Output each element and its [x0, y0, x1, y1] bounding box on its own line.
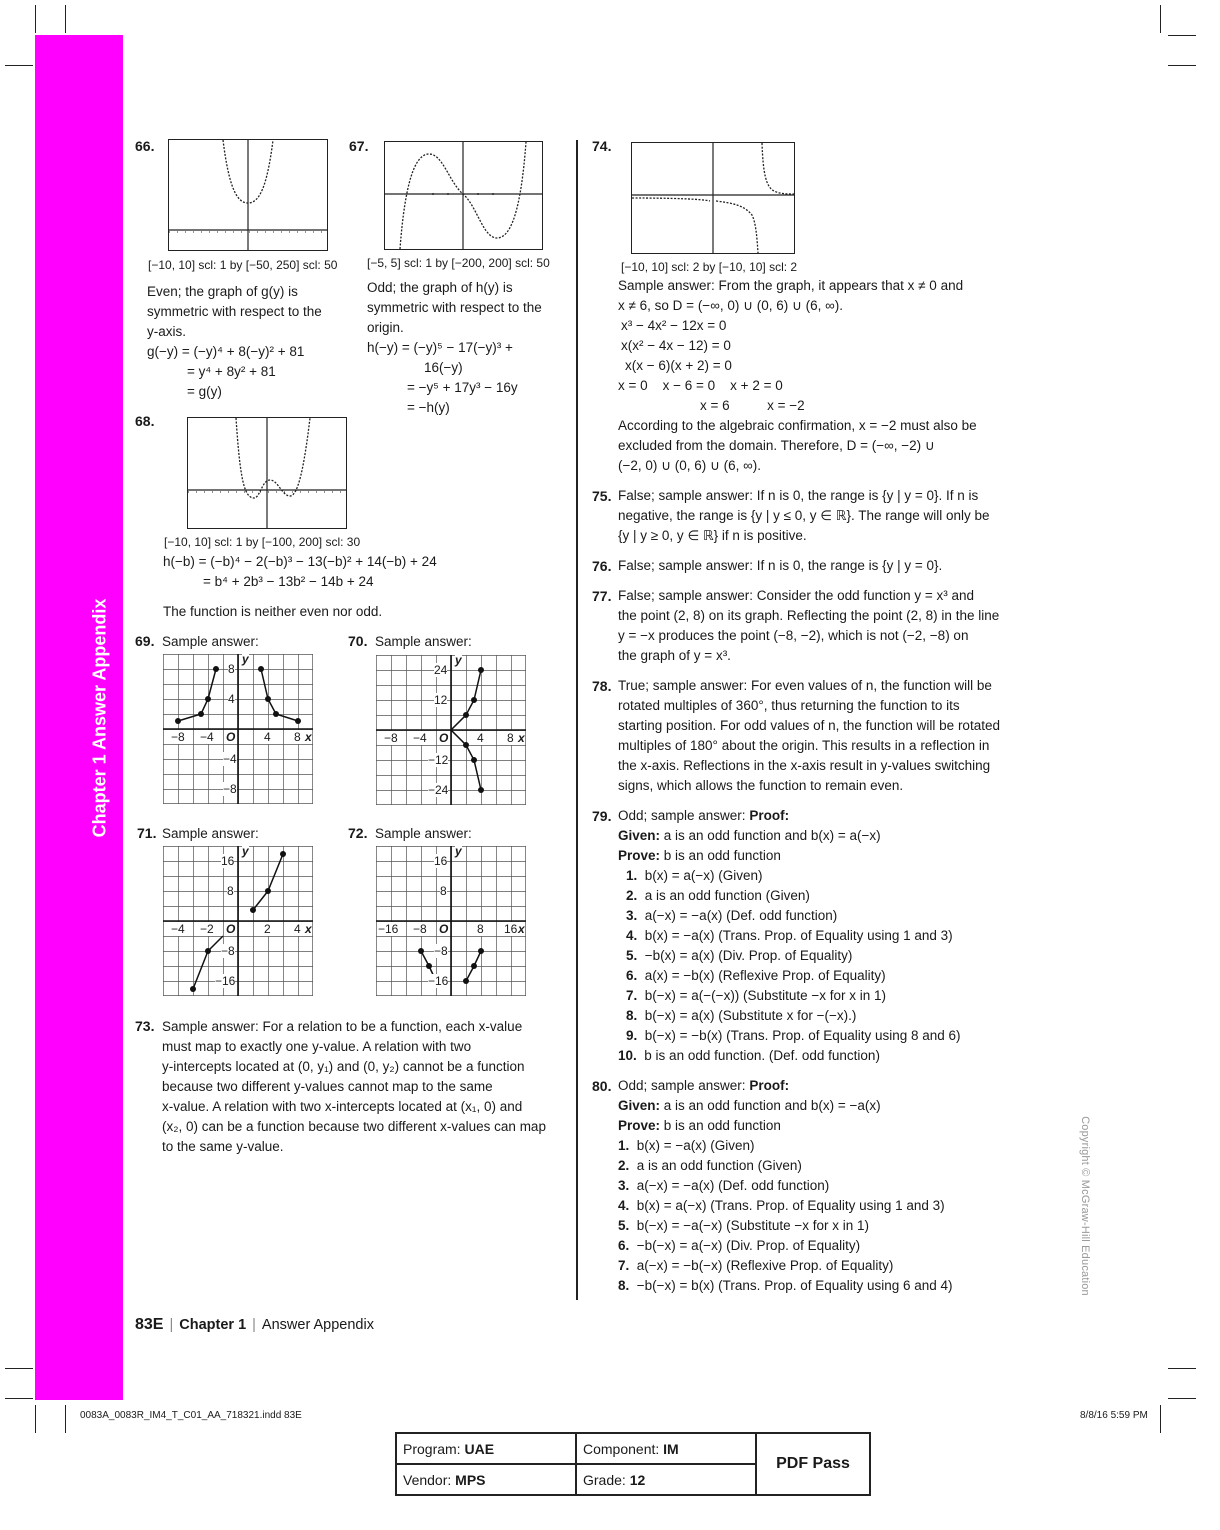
exercise-73-number: 73. — [135, 1018, 155, 1034]
prove-label: Prove: — [618, 848, 661, 863]
answer-line: {y | y ≥ 0, y ∈ ℝ} if n is positive. — [618, 528, 807, 543]
exercise-79-number: 79. — [592, 808, 612, 824]
exercise-78-number: 78. — [592, 678, 612, 694]
proof-step: 4. b(x) = a(−x) (Trans. Prop. of Equality using 1 and 3) — [618, 1198, 945, 1213]
answer-line: = −y⁵ + 17y³ − 16y — [407, 380, 518, 395]
proof-step: 2. a is an odd function (Given) — [618, 1158, 802, 1173]
copyright-notice: Copyright © McGraw-Hill Education — [1079, 1116, 1091, 1296]
y-axis-label: y — [242, 844, 249, 858]
proof-heading — [618, 1076, 953, 1096]
proof-intro: Odd; sample answer: — [618, 808, 746, 823]
prove-text: b is an odd function — [663, 1118, 781, 1133]
exercise-77-answer — [618, 586, 999, 666]
proof-step: 6. −b(−x) = a(−x) (Div. Prop. of Equality) — [618, 1238, 861, 1253]
x-tick-label: −2 — [200, 922, 214, 936]
x-tick-label: 4 — [264, 730, 271, 744]
answer-line: h(−b) = (−b)⁴ − 2(−b)³ − 13(−b)² + 14(−b) + 24 — [163, 554, 437, 569]
proof-step: 7. a(−x) = −b(−x) (Reflexive Prop. of Equality) — [618, 1258, 894, 1273]
answer-line: must map to exactly one y-value. A relation with two — [162, 1039, 472, 1054]
y-tick-label: −8 — [434, 944, 448, 958]
exercise-66-number: 66. — [135, 138, 155, 154]
exercise-80-number: 80. — [592, 1078, 612, 1094]
crop-mark — [1160, 1405, 1161, 1433]
file-slug: 0083A_0083R_IM4_T_C01_AA_718321.indd 83E — [80, 1410, 302, 1421]
origin-label: O — [226, 730, 236, 744]
exercise-74-calculator-graph — [631, 142, 795, 254]
x-tick-label: −4 — [171, 922, 185, 936]
exercise-75-answer — [618, 486, 990, 546]
exercise-68-answer — [163, 552, 437, 592]
y-tick-label: 16 — [434, 854, 448, 868]
exercise-66-window: [−10, 10] scl: 1 by [−50, 250] scl: 50 — [148, 258, 338, 272]
y-tick-label: −8 — [221, 944, 235, 958]
crop-mark — [1168, 1398, 1196, 1399]
answer-line: rotated multiples of 360°, thus returning the function to its — [618, 698, 960, 713]
y-tick-label: −4 — [223, 752, 237, 766]
answer-line: symmetric with respect to the — [147, 304, 322, 319]
crop-mark — [1160, 5, 1161, 33]
proof-step: 3. a(−x) = −a(x) (Def. odd function) — [618, 1178, 830, 1193]
exercise-78-answer — [618, 676, 1000, 796]
exercise-76-answer — [618, 556, 942, 576]
proof-step: 7. b(−x) = a(−(−x)) (Substitute −x for x in 1) — [626, 988, 886, 1003]
crop-mark — [5, 65, 33, 66]
exercise-80-answer — [618, 1076, 953, 1296]
origin-label: O — [439, 731, 449, 745]
origin-label: O — [439, 922, 449, 936]
x-tick-label: −8 — [413, 922, 427, 936]
proof-step: 10. b is an odd function. (Def. odd function) — [618, 1048, 880, 1063]
prove-label: Prove: — [618, 1118, 661, 1133]
answer-line: h(−y) = (−y)⁵ − 17(−y)³ + — [367, 340, 513, 355]
proof-step: 9. b(−x) = −b(x) (Trans. Prop. of Equality using 8 and 6) — [626, 1028, 961, 1043]
answer-line: origin. — [367, 320, 404, 335]
exercise-68-number: 68. — [135, 413, 155, 429]
y-axis-label: y — [242, 652, 249, 666]
answer-line: Sample answer: From the graph, it appears that x ≠ 0 and — [618, 278, 964, 293]
exercise-69-number: 69. — [135, 633, 155, 649]
exercise-67-answer — [367, 278, 542, 418]
proof-intro: Odd; sample answer: — [618, 1078, 746, 1093]
y-tick-label: −16 — [215, 974, 236, 988]
given-label: Given: — [618, 828, 661, 843]
answer-line: False; sample answer: If n is 0, the range is {y | y = 0}. If n is — [618, 488, 979, 503]
given-label: Given: — [618, 1098, 661, 1113]
exercise-67-number: 67. — [349, 138, 369, 154]
crop-mark — [5, 1368, 33, 1369]
x-axis-label: x — [518, 922, 525, 936]
proof-step: 3. a(−x) = −a(x) (Def. odd function) — [626, 908, 838, 923]
answer-line: negative, the range is {y | y ≤ 0, y ∈ ℝ}. The range will only be — [618, 508, 990, 523]
prove-line — [618, 1116, 953, 1136]
proof-step: 8. −b(−x) = b(x) (Trans. Prop. of Equality using 6 and 4) — [618, 1278, 953, 1293]
exercise-67-window: [−5, 5] scl: 1 by [−200, 200] scl: 50 — [367, 256, 550, 270]
exercise-79-answer — [618, 806, 961, 1066]
prove-line — [618, 846, 961, 866]
answer-line: y-intercepts located at (0, y₁) and (0, y₂) cannot be a function — [162, 1059, 525, 1074]
x-tick-label: 8 — [477, 922, 484, 936]
answer-line: y = −x produces the point (−8, −2), which is not (−2, −8) on — [618, 628, 969, 643]
exercise-68-window: [−10, 10] scl: 1 by [−100, 200] scl: 30 — [164, 535, 361, 549]
given-text: a is an odd function and b(x) = a(−x) — [663, 828, 881, 843]
proof-step: 5. b(−x) = −a(−x) (Substitute −x for x in 1) — [618, 1218, 870, 1233]
exercise-74-answer — [618, 276, 977, 476]
y-axis-label: y — [455, 653, 462, 667]
sidebar-label: Chapter 1 Answer Appendix — [89, 598, 110, 838]
answer-line: Even; the graph of g(y) is — [147, 284, 298, 299]
crop-mark — [5, 1398, 33, 1399]
x-axis-label: x — [518, 731, 525, 745]
x-tick-label: −4 — [413, 731, 427, 745]
x-tick-label: −8 — [171, 730, 185, 744]
grade-cell: Grade: 12 — [576, 1464, 756, 1495]
exercise-75-number: 75. — [592, 488, 612, 504]
y-tick-label: 24 — [434, 663, 448, 677]
exercise-69-label: Sample answer: — [162, 634, 259, 649]
exercise-71-number: 71. — [137, 825, 157, 841]
exercise-69-graph — [163, 654, 313, 804]
answer-line: True; sample answer: For even values of n, the function will be — [618, 678, 992, 693]
proof-step: 1. b(x) = −a(x) (Given) — [618, 1138, 755, 1153]
x-tick-label: 16 — [504, 922, 518, 936]
x-tick-label: −8 — [384, 731, 398, 745]
answer-line: = b⁴ + 2b³ − 13b² − 14b + 24 — [203, 574, 374, 589]
answer-line: signs, which allows the function to remain even. — [618, 778, 904, 793]
y-tick-label: 12 — [434, 693, 448, 707]
crop-mark — [35, 5, 36, 33]
y-tick-label: 8 — [227, 884, 234, 898]
answer-line: y-axis. — [147, 324, 187, 339]
exercise-68-conclusion: The function is neither even nor odd. — [163, 604, 383, 619]
given-line — [618, 826, 961, 846]
answer-line: x = 6 x = −2 — [700, 398, 805, 413]
proof-heading — [618, 806, 961, 826]
answer-line: = −h(y) — [407, 400, 450, 415]
y-axis-label: y — [455, 844, 462, 858]
x-tick-label: 2 — [264, 922, 271, 936]
crop-mark — [1168, 65, 1196, 66]
proof-label: Proof: — [749, 1078, 790, 1093]
x-tick-label: −16 — [378, 922, 399, 936]
proof-step: 5. −b(x) = a(x) (Div. Prop. of Equality) — [626, 948, 853, 963]
exercise-68-calculator-graph — [187, 417, 347, 529]
answer-line: Odd; the graph of h(y) is — [367, 280, 513, 295]
proof-step: 6. a(x) = −b(x) (Reflexive Prop. of Equality) — [626, 968, 886, 983]
crop-mark — [1168, 35, 1196, 36]
answer-line: the x-axis. Reflections in the x-axis result in y-values switching — [618, 758, 991, 773]
x-tick-label: −4 — [200, 730, 214, 744]
exercise-71-graph — [163, 846, 313, 996]
proof-step: 8. b(−x) = a(x) (Substitute x for −(−x).) — [626, 1008, 857, 1023]
exercise-76-number: 76. — [592, 558, 612, 574]
answer-line: False; sample answer: Consider the odd function y = x³ and — [618, 588, 975, 603]
answer-line: the graph of y = x³. — [618, 648, 731, 663]
exercise-67-calculator-graph — [384, 141, 543, 250]
exercise-72-number: 72. — [348, 825, 368, 841]
exercise-73-answer — [162, 1017, 546, 1157]
y-tick-label: 8 — [228, 662, 235, 676]
prove-text: b is an odd function — [663, 848, 781, 863]
answer-line: multiples of 180° about the origin. This results in a reflection in — [618, 738, 990, 753]
answer-line: According to the algebraic confirmation, x = −2 must also be — [618, 418, 977, 433]
answer-line: x³ − 4x² − 12x = 0 — [621, 318, 727, 333]
answer-line: 16(−y) — [424, 360, 463, 375]
answer-line: = y⁴ + 8y² + 81 — [187, 364, 276, 379]
x-tick-label: 4 — [477, 731, 484, 745]
answer-line: starting position. For odd values of n, the function will be rotated — [618, 718, 1000, 733]
answer-line: False; sample answer: If n is 0, the range is {y | y = 0}. — [618, 558, 943, 573]
crop-mark — [1168, 1368, 1196, 1369]
exercise-70-label: Sample answer: — [375, 634, 472, 649]
answer-line: excluded from the domain. Therefore, D = (−∞, −2) ∪ — [618, 438, 935, 453]
answer-line: g(−y) = (−y)⁴ + 8(−y)² + 81 — [147, 344, 305, 359]
x-axis-label: x — [305, 922, 312, 936]
x-tick-label: 4 — [294, 922, 301, 936]
y-tick-label: −12 — [428, 753, 449, 767]
answer-line: to the same y-value. — [162, 1139, 284, 1154]
answer-line: x-value. A relation with two x-intercepts located at (x₁, 0) and — [162, 1099, 523, 1114]
exercise-72-graph — [376, 846, 526, 996]
page-number: 83E — [135, 1316, 164, 1333]
footer-section: Answer Appendix — [261, 1317, 374, 1333]
origin-label: O — [226, 922, 236, 936]
exercise-74-number: 74. — [592, 138, 612, 154]
answer-line: (−2, 0) ∪ (0, 6) ∪ (6, ∞). — [618, 458, 762, 473]
x-tick-label: 8 — [294, 730, 301, 744]
page-footer: 83E | Chapter 1 | Answer Appendix — [135, 1316, 374, 1333]
status-badge: PDF Pass — [756, 1433, 870, 1495]
answer-line: (x₂, 0) can be a function because two different x-values can map — [162, 1119, 546, 1134]
exercise-66-answer — [147, 282, 322, 402]
vendor-cell: Vendor: MPS — [396, 1464, 576, 1495]
proof-step: 2. a is an odd function (Given) — [626, 888, 810, 903]
y-tick-label: −24 — [428, 783, 449, 797]
crop-mark — [65, 5, 66, 33]
y-tick-label: 8 — [440, 884, 447, 898]
exercise-70-number: 70. — [348, 633, 368, 649]
proof-step: 4. b(x) = −a(x) (Trans. Prop. of Equality using 1 and 3) — [626, 928, 953, 943]
proof-step: 1. b(x) = a(−x) (Given) — [626, 868, 763, 883]
exercise-70-graph — [376, 655, 526, 805]
given-text: a is an odd function and b(x) = −a(x) — [663, 1098, 881, 1113]
given-line — [618, 1096, 953, 1116]
y-tick-label: 16 — [221, 854, 235, 868]
exercise-71-label: Sample answer: — [162, 826, 259, 841]
x-tick-label: 8 — [507, 731, 514, 745]
y-tick-label: 4 — [228, 692, 235, 706]
y-tick-label: −8 — [223, 782, 237, 796]
program-cell: Program: UAE — [396, 1433, 576, 1464]
x-axis-label: x — [305, 730, 312, 744]
answer-line: x ≠ 6, so D = (−∞, 0) ∪ (0, 6) ∪ (6, ∞). — [618, 298, 843, 313]
component-cell: Component: IM — [576, 1433, 756, 1464]
answer-line: the point (2, 8) on its graph. Reflecting the point (2, 8) in the line — [618, 608, 1000, 623]
exercise-77-number: 77. — [592, 588, 612, 604]
answer-line: x(x − 6)(x + 2) = 0 — [625, 358, 732, 373]
exercise-72-label: Sample answer: — [375, 826, 472, 841]
column-divider — [576, 140, 578, 1300]
exercise-66-calculator-graph — [168, 139, 328, 251]
y-tick-label: −16 — [428, 974, 449, 988]
crop-mark — [35, 1405, 36, 1433]
answer-line: = g(y) — [187, 384, 222, 399]
proof-label: Proof: — [749, 808, 790, 823]
date-slug: 8/8/16 5:59 PM — [1080, 1410, 1148, 1421]
footer-chapter: Chapter 1 — [179, 1317, 247, 1333]
exercise-74-window: [−10, 10] scl: 2 by [−10, 10] scl: 2 — [621, 260, 798, 274]
answer-line: symmetric with respect to the — [367, 300, 542, 315]
crop-mark — [65, 1405, 66, 1433]
answer-line: because two different y-values cannot map to the same — [162, 1079, 493, 1094]
answer-line: x = 0 x − 6 = 0 x + 2 = 0 — [618, 378, 783, 393]
program-info-box — [395, 1432, 871, 1496]
answer-line: x(x² − 4x − 12) = 0 — [621, 338, 731, 353]
answer-line: Sample answer: For a relation to be a function, each x-value — [162, 1019, 523, 1034]
